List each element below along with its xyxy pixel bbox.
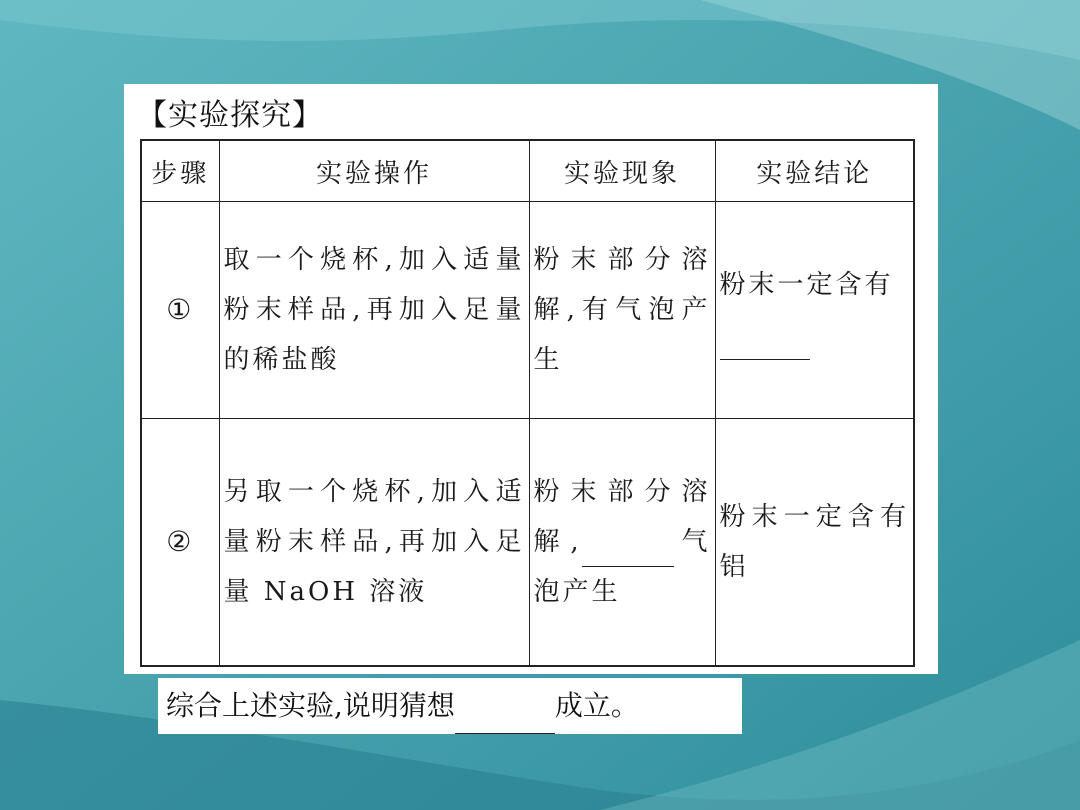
operation-cell: 另取一个烧杯,加入适量粉末样品,再加入足量 NaOH 溶液: [219, 419, 529, 667]
summary-line: [158, 678, 742, 734]
answer-blank[interactable]: [455, 702, 555, 734]
phenomenon-cell: 粉末部分溶解,有气泡产生: [529, 202, 715, 419]
phenomenon-cell: [529, 419, 715, 667]
table-header-row: [141, 140, 914, 202]
conclusion-cell: [715, 202, 914, 419]
header-conclusion: 实验结论: [715, 140, 914, 202]
phenomenon-text: 气泡产生: [533, 527, 711, 607]
step-cell: ①: [141, 202, 219, 419]
section-heading: 【实验探究】: [137, 98, 323, 133]
summary-text: 综合上述实验,说明猜想: [166, 689, 455, 722]
conclusion-text: 粉末一定含有: [719, 270, 894, 300]
conclusion-cell: 粉末一定含有铝: [715, 419, 914, 667]
experiment-table: [140, 139, 915, 667]
answer-blank[interactable]: [720, 330, 810, 360]
answer-blank[interactable]: [582, 537, 674, 567]
table-row: [141, 202, 914, 419]
phenomenon-text: 粉末部分溶解,: [533, 477, 711, 557]
header-step: 步骤: [141, 140, 219, 202]
table-row: [141, 419, 914, 667]
step-cell: ②: [141, 419, 219, 667]
summary-text: 成立。: [554, 689, 639, 722]
header-phenomenon: 实验现象: [529, 140, 715, 202]
operation-cell: 取一个烧杯,加入适量粉末样品,再加入足量的稀盐酸: [219, 202, 529, 419]
header-operation: 实验操作: [219, 140, 529, 202]
